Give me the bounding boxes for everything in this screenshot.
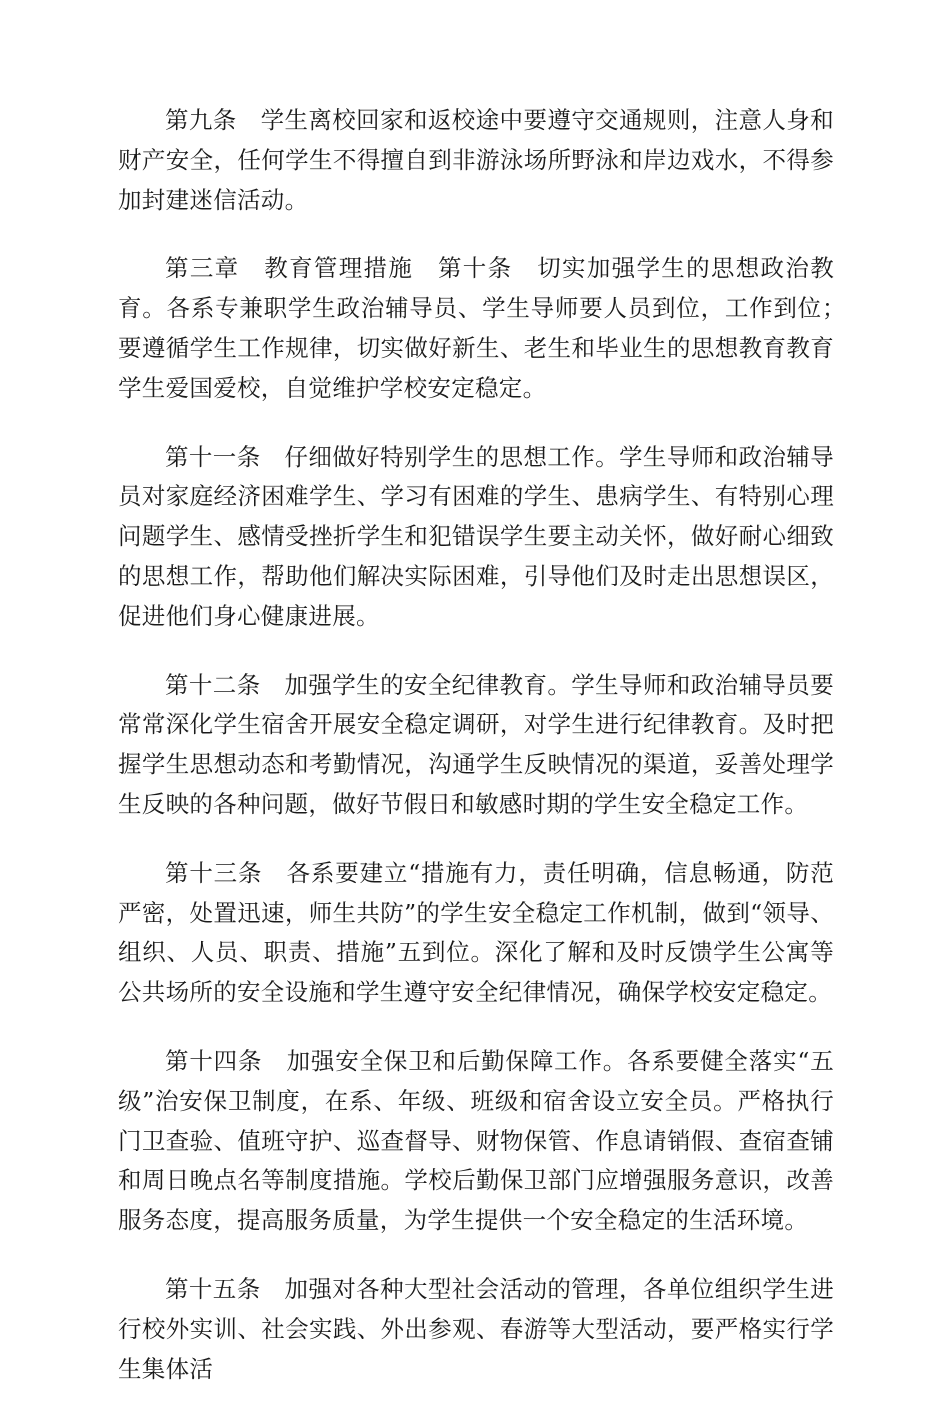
article-12-paragraph: 第十二条 加强学生的安全纪律教育。学生导师和政治辅导员要常常深化学生宿舍开展安全稳定调研，对学生进行纪律教育。及时把握学生思想动态和考勤情况，沟通学生反映情况的渠道，妥善处理学生反映的各种问题，做好节假日和敏感时期的学生安全稳定工作。 bbox=[118, 670, 834, 818]
article-14-paragraph: 第十四条 加强安全保卫和后勤保障工作。各系要健全落实“五级”治安保卫制度，在系、年级、班级和宿舍设立安全员。严格执行门卫查验、值班守护、巡查督导、财物保管、作息请销假、查宿查铺和周日晚点名等制度措施。学校后勤保卫部门应增强服务意识，改善服务态度，提高服务质量，为学生提供一个安全稳定的生活环境。 bbox=[118, 1046, 834, 1235]
chapter-3-article-10-paragraph: 第三章 教育管理措施 第十条 切实加强学生的思想政治教育。各系专兼职学生政治辅导员、学生导师要人员到位，工作到位； 要遵循学生工作规律，切实做好新生、老生和毕业生的思想教育教育学生爱国爱校，自觉维护学校安定稳定。 bbox=[118, 254, 858, 402]
article-15-paragraph: 第十五条 加强对各种大型社会活动的管理，各单位组织学生进行校外实训、社会实践、外出参观、春游等大型活动，要严格实行学生集体活 bbox=[118, 1274, 834, 1383]
article-11-paragraph: 第十一条 仔细做好特别学生的思想工作。学生导师和政治辅导员对家庭经济困难学生、学习有困难的学生、患病学生、有特别心理问题学生、感情受挫折学生和犯错误学生要主动关怀，做好耐心细致的思想工作，帮助他们解决实际困难，引导他们及时走出思想误区，促进他们身心健康进展。 bbox=[118, 442, 834, 630]
document-page bbox=[118, 101, 858, 1418]
article-13-paragraph: 第十三条 各系要建立“措施有力，责任明确，信息畅通，防范严密，处置迅速，师生共防”的学生安全稳定工作机制，做到“领导、组织、人员、职责、措施”五到位。深化了解和及时反馈学生公寓等公共场所的安全设施和学生遵守安全纪律情况，确保学校安定稳定。 bbox=[118, 858, 834, 1007]
article-9-paragraph: 第九条 学生离校回家和返校途中要遵守交通规则，注意人身和财产安全，任何学生不得擅自到非游泳场所野泳和岸边戏水，不得参加封建迷信活动。 bbox=[118, 106, 834, 214]
